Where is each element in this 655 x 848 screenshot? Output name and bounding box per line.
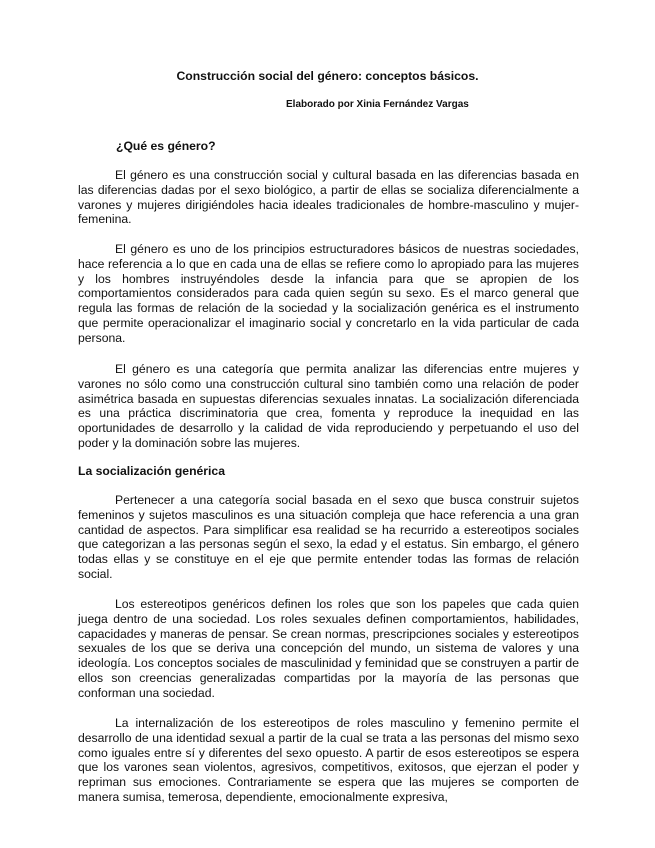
paragraph: El género es una construcción social y cultural basada en las diferencias basada en las diferencias dadas por el sexo biológico, a partir de ellas se socializa diferencialmente a varones y mujeres dirigiéndoles hacia ideales tradicionales de hombre-masculino y mujer-femenina. xyxy=(78,168,579,227)
section-heading-que-es-genero: ¿Qué es género? xyxy=(116,139,216,153)
document-title: Construcción social del género: conceptos básicos. xyxy=(176,69,479,83)
section-heading-socializacion-generica: La socialización genérica xyxy=(78,464,225,478)
paragraph: El género es una categoría que permita analizar las diferencias entre mujeres y varones no sólo como una construcción cultural sino también como una relación de poder asimétrica basada en supuestas diferencias sexuales innatas. La socialización diferenciada es una práctica discriminatoria que crea, fomenta y reproduce la inequidad en las oportunidades de desarrollo y la calidad de vida reproduciendo y perpetuando el uso del poder y la dominación sobre las mujeres. xyxy=(78,362,579,450)
paragraph: Pertenecer a una categoría social basada en el sexo que busca construir sujetos femeninos y sujetos masculinos es una situación compleja que hace referencia a una gran cantidad de aspectos. Para simplificar esa realidad se ha recurrido a estereotipos sociales que categorizan a las personas según el sexo, la edad y el estatus. Sin embargo, el género todas ellas y se constituye en el eje que permite entender todas las formas de relación social. xyxy=(78,493,579,581)
author-line: Elaborado por Xinia Fernández Vargas xyxy=(286,99,469,110)
paragraph: Los estereotipos genéricos definen los roles que son los papeles que cada quien juega dentro de una sociedad. Los roles sexuales definen comportamientos, habilidades, capacidades y maneras de pensar. Se crean normas, prescripciones sociales y estereotipos sexuales de los que se deriva una concepción del mundo, un sistema de valores y una ideología. Los conceptos sociales de masculinidad y feminidad que se construyen a partir de ellos son creencias generalizadas compartidas por la mayoría de las personas que conforman una sociedad. xyxy=(78,597,579,700)
paragraph: El género es uno de los principios estructuradores básicos de nuestras sociedades, hace referencia a lo que en cada una de ellas se refiere como lo apropiado para las mujeres y los hombres instruyéndoles desde la infancia para que se apropien de los comportamientos considerados para cada quien según su sexo. Es el marco general que regula las formas de relación de la sociedad y la socialización genérica es el instrumento que permite operacionalizar el imaginario social y concretarlo en la vida particular de cada persona. xyxy=(78,242,579,345)
paragraph: La internalización de los estereotipos de roles masculino y femenino permite el desarrollo de una identidad sexual a partir de la cual se trata a las personas del mismo sexo como iguales entre sí y diferentes del sexo opuesto. A partir de esos estereotipos se espera que los varones sean violentos, agresivos, competitivos, exitosos, que ejerzan el poder y repriman sus emociones. Contrariamente se espera que las mujeres se comporten de manera sumisa, temerosa, dependiente, emocionalmente expresiva, xyxy=(78,716,579,804)
